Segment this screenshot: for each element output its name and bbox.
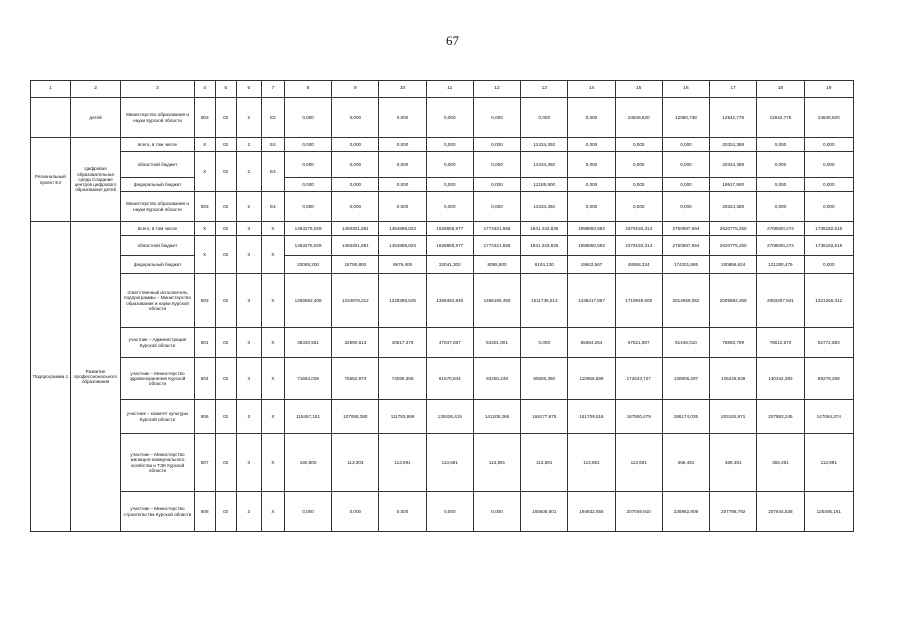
value-cell: 0,000 <box>473 178 520 192</box>
value-cell: 97521,907 <box>615 328 662 358</box>
table-row: федеральный бюджет 0,000 0,000 0,000 0,000 0,000 12185,900 0,000 0,000 0,000 19917,900 0,000 0,000 <box>31 178 854 192</box>
value-cell: 0,000 <box>426 98 473 138</box>
value-cell: 0,000 <box>804 192 853 222</box>
value-cell: 24849,820 <box>804 98 853 138</box>
column-header: 8 <box>284 81 331 98</box>
value-cell: 187500,479 <box>615 400 662 434</box>
value-cell: 0,000 <box>284 492 331 532</box>
value-cell: 18790,800 <box>332 256 379 274</box>
value-cell: 1450301,681 <box>332 236 379 256</box>
table-row: участник – комитет культуры Курской области 806 02 3 X 116467,151 107068,380 111783,869 130426,415 141205,265 168177,878 161709,516 187500,479 286174,035 203192,971 207883,245 147084,374 <box>31 400 854 434</box>
value-cell: 0,000 <box>379 98 426 138</box>
value-cell: 0,000 <box>568 178 615 192</box>
column-header: 18 <box>757 81 804 98</box>
value-cell: 113,691 <box>804 434 853 492</box>
value-cell: 0,000 <box>615 152 662 178</box>
value-cell: 0,000 <box>473 138 520 152</box>
column-header: 10 <box>379 81 426 98</box>
table-row: участник – Администрация Курской области 801 02 3 X 38330,561 32590,813 40517,378 47047,087 54401,901 0,000 55584,254 97521,907 81446,010 76893,799 78612,670 52772,583 <box>31 328 854 358</box>
value-cell: 121280,479 <box>757 256 804 274</box>
column-header: 3 <box>121 81 194 98</box>
column-header: 19 <box>804 81 853 98</box>
value-cell: 0,000 <box>426 192 473 222</box>
value-cell: 0,000 <box>332 152 379 178</box>
value-cell: 8085,800 <box>473 256 520 274</box>
value-cell: 0,000 <box>757 138 804 152</box>
value-cell: 368,491 <box>710 434 757 492</box>
value-cell: 0,000 <box>804 152 853 178</box>
value-cell: 0,000 <box>568 192 615 222</box>
value-cell: 286174,035 <box>662 400 709 434</box>
value-cell: 0,000 <box>804 138 853 152</box>
value-cell: 0,000 <box>615 192 662 222</box>
value-cell: 1486195,450 <box>473 274 520 328</box>
value-cell: 368,491 <box>757 434 804 492</box>
value-cell: 2708500,274 <box>757 236 804 256</box>
value-cell: 107068,380 <box>332 400 379 434</box>
value-cell: 116467,151 <box>284 400 331 434</box>
value-cell: 113,303 <box>332 434 379 492</box>
value-cell: 0,000 <box>662 138 709 152</box>
value-cell: 2708500,274 <box>757 222 804 236</box>
value-cell: 168177,878 <box>521 400 568 434</box>
value-cell: 1628855,977 <box>426 236 473 256</box>
value-cell: 0,000 <box>662 178 709 192</box>
value-cell: 54401,901 <box>473 328 520 358</box>
column-header: 14 <box>568 81 615 98</box>
value-cell: 40517,378 <box>379 328 426 358</box>
table-row: Министерство образования и науки Курской области 803 02 2 E4 0,000 0,000 0,000 0,000 0,000 12434,392 0,000 0,000 0,000 20324,388 0,000 0,000 <box>31 192 854 222</box>
value-cell: 0,000 <box>615 178 662 192</box>
value-cell: 1483275,029 <box>284 222 331 236</box>
value-cell: 110956,589 <box>568 358 615 400</box>
value-cell: 0,000 <box>332 492 379 532</box>
value-cell: 12942,778 <box>757 98 804 138</box>
value-cell: 32590,813 <box>332 328 379 358</box>
column-header: 13 <box>521 81 568 98</box>
value-cell: 12942,778 <box>710 98 757 138</box>
value-cell: 32041,300 <box>426 256 473 274</box>
value-cell: 113,691 <box>521 434 568 492</box>
value-cell: 1958850,592 <box>568 236 615 256</box>
value-cell: 0,000 <box>473 192 520 222</box>
value-cell: 0,000 <box>615 138 662 152</box>
value-cell: 174201,865 <box>662 256 709 274</box>
cell-name: Цифровая образовательная среда Создание центров цифрового образования детей <box>70 138 120 222</box>
value-cell: 0,000 <box>426 492 473 532</box>
value-cell: 160,800 <box>284 434 331 492</box>
value-cell: 78612,670 <box>757 328 804 358</box>
value-cell: 113,691 <box>615 434 662 492</box>
table-row: федеральный бюджет 23068,200 18790,800 6979,400 32041,300 8085,800 9104,130 19842,567 48558,324 174201,865 100866,624 121280,479 0,000 <box>31 256 854 274</box>
page-number: 67 <box>446 33 459 48</box>
value-cell: 20324,388 <box>710 152 757 178</box>
value-cell: 1369482,840 <box>426 274 473 328</box>
value-cell: 48558,324 <box>615 256 662 274</box>
value-cell: 207644,538 <box>757 492 804 532</box>
column-header: 6 <box>236 81 261 98</box>
value-cell: 130805,297 <box>662 358 709 400</box>
value-cell: 0,000 <box>379 192 426 222</box>
table-row: Подпрограмма 1 Развитие профессионального образования всего, в том числе X 02 3 X 1483275,029 1450301,681 1454889,823 1628855,977 1774321,556 1941 233,835 1958850,592 2379193,314 2750597,694 2620775,250 2708500,274 1736182,616 <box>31 222 854 236</box>
value-cell: 55584,254 <box>568 328 615 358</box>
value-cell: 0,000 <box>568 138 615 152</box>
value-cell: 0,000 <box>426 178 473 192</box>
value-cell: 1774321,556 <box>473 236 520 256</box>
value-cell: 75652,973 <box>332 358 379 400</box>
value-cell: 207883,245 <box>757 400 804 434</box>
table-row: Региональный проект Е4 Цифровая образовательная среда Создание центров цифрового образования детей всего, в том числе X 02 2 E4 0,000 0,000 0,000 0,000 0,000 12434,392 0,000 0,000 0,000 20324,388 0,000 0,000 <box>31 138 854 152</box>
table-row: участник – Министерство здравоохранения Курской области 804 02 3 X 71664,039 75652,973 74088,359 81670,944 92250,249 95500,350 110956,589 172643,727 130805,297 126246,938 130342,393 89279,268 <box>31 358 854 400</box>
value-cell: 20324,388 <box>710 192 757 222</box>
value-cell: 0,000 <box>568 98 615 138</box>
value-cell: 12185,900 <box>521 178 568 192</box>
value-cell: 113,691 <box>426 434 473 492</box>
value-cell: 0,000 <box>426 138 473 152</box>
value-cell: 0,000 <box>662 192 709 222</box>
value-cell: 0,000 <box>568 152 615 178</box>
value-cell: 0,000 <box>379 138 426 152</box>
value-cell: 113,691 <box>568 434 615 492</box>
value-cell: 74088,359 <box>379 358 426 400</box>
value-cell: 0,000 <box>757 152 804 178</box>
value-cell: 12434,392 <box>521 138 568 152</box>
value-cell: 111783,869 <box>379 400 426 434</box>
value-cell: 1628855,977 <box>426 222 473 236</box>
column-header: 12 <box>473 81 520 98</box>
table-row: областной бюджет X 02 3 X 1483275,029 1450301,681 1454889,823 1628855,977 1774321,556 1941 233,835 1958850,592 2379193,314 2750597,694 2620775,250 2708500,274 1736182,616 <box>31 236 854 256</box>
value-cell: 76893,799 <box>710 328 757 358</box>
value-cell: 0,000 <box>284 152 331 178</box>
column-header: 1 <box>31 81 71 98</box>
value-cell: 2083267,941 <box>757 274 804 328</box>
value-cell: 172643,727 <box>615 358 662 400</box>
cell-status: Региональный проект Е4 <box>31 138 71 222</box>
value-cell: 147084,374 <box>804 400 853 434</box>
value-cell: 1958850,592 <box>568 222 615 236</box>
table-row: участник – Министерство жилищно-коммунального хозяйства и ТЭК Курской области 807 02 3 X 160,800 113,303 113,691 113,691 113,691 113,691 113,691 113,691 368,491 368,491 368,491 113,691 <box>31 434 854 492</box>
value-cell: 141205,265 <box>473 400 520 434</box>
table-header-row <box>31 81 854 98</box>
value-cell: 81446,010 <box>662 328 709 358</box>
value-cell: 52772,583 <box>804 328 853 358</box>
value-cell: 0,000 <box>473 152 520 178</box>
value-cell: 1256652,408 <box>284 274 331 328</box>
budget-table <box>30 80 854 532</box>
value-cell: 9104,130 <box>521 256 568 274</box>
value-cell: 1450301,681 <box>332 222 379 236</box>
table-row: ответственный исполнитель подпрограммы – Министерство образования и науки Курской области 803 02 3 X 1256652,408 1234878,212 1228386,526 1369482,840 1486195,450 1511745,513 1436417,887 1719949,600 2014659,052 2005892,259 2083267,941 1321265,312 <box>31 274 854 328</box>
value-cell: 207049,910 <box>615 492 662 532</box>
value-cell: 92250,249 <box>473 358 520 400</box>
value-cell: 0,000 <box>473 492 520 532</box>
cell-executor: Министерство образования и науки Курской области <box>121 98 194 138</box>
value-cell: 81670,944 <box>426 358 473 400</box>
value-cell: 1941 233,835 <box>521 236 568 256</box>
value-cell: 0,000 <box>284 98 331 138</box>
value-cell: 2620775,250 <box>710 222 757 236</box>
value-cell: 2750597,694 <box>662 222 709 236</box>
value-cell: 0,000 <box>804 256 853 274</box>
column-header: 7 <box>261 81 284 98</box>
value-cell: 19917,900 <box>710 178 757 192</box>
table-row: областной бюджет X 02 2 E4 0,000 0,000 0,000 0,000 0,000 12434,392 0,000 0,000 0,000 20324,388 0,000 0,000 <box>31 152 854 178</box>
value-cell: 2379193,314 <box>615 236 662 256</box>
value-cell: 0,000 <box>757 192 804 222</box>
value-cell: 1736182,616 <box>804 236 853 256</box>
value-cell: 100866,624 <box>710 256 757 274</box>
value-cell: 89279,268 <box>804 358 853 400</box>
column-header: 16 <box>662 81 709 98</box>
value-cell: 0,000 <box>379 152 426 178</box>
value-cell: 2379193,314 <box>615 222 662 236</box>
value-cell: 0,000 <box>473 98 520 138</box>
value-cell: 203192,971 <box>710 400 757 434</box>
value-cell: 1228386,526 <box>379 274 426 328</box>
value-cell: 1941 233,835 <box>521 222 568 236</box>
value-cell: 24849,820 <box>615 98 662 138</box>
value-cell: 1774321,556 <box>473 222 520 236</box>
value-cell: 1483275,029 <box>284 236 331 256</box>
value-cell: 1454889,823 <box>379 236 426 256</box>
value-cell: 12980,738 <box>662 98 709 138</box>
value-cell: 0,000 <box>379 178 426 192</box>
column-header: 9 <box>332 81 379 98</box>
value-cell: 130342,393 <box>757 358 804 400</box>
cell-name: детей <box>70 98 120 138</box>
value-cell: 0,000 <box>284 138 331 152</box>
value-cell: 1234878,212 <box>332 274 379 328</box>
column-header: 2 <box>70 81 120 98</box>
cell-name: Развитие профессионального образования <box>70 222 120 532</box>
value-cell: 47047,087 <box>426 328 473 358</box>
value-cell: 71664,039 <box>284 358 331 400</box>
value-cell: 0,000 <box>284 178 331 192</box>
value-cell: 38330,561 <box>284 328 331 358</box>
value-cell: 0,000 <box>332 178 379 192</box>
value-cell: 1719949,600 <box>615 274 662 328</box>
value-cell: 1736182,616 <box>804 222 853 236</box>
value-cell: 2620775,250 <box>710 236 757 256</box>
value-cell: 1321265,312 <box>804 274 853 328</box>
value-cell: 113,691 <box>473 434 520 492</box>
column-header: 15 <box>615 81 662 98</box>
value-cell: 6979,400 <box>379 256 426 274</box>
value-cell: 2005892,259 <box>710 274 757 328</box>
value-cell: 194832,655 <box>568 492 615 532</box>
value-cell: 2750597,694 <box>662 236 709 256</box>
column-header: 17 <box>710 81 757 98</box>
table-row: участник – Министерство строительства Курской области 808 02 3 X 0,000 0,000 0,000 0,000 0,000 165505,601 194832,655 207049,910 236962,809 207798,792 207644,538 125405,191 <box>31 492 854 532</box>
value-cell: 368,491 <box>662 434 709 492</box>
value-cell: 0,000 <box>332 138 379 152</box>
value-cell: 126246,938 <box>710 358 757 400</box>
column-header: 5 <box>215 81 236 98</box>
value-cell: 95500,350 <box>521 358 568 400</box>
value-cell: 20324,388 <box>710 138 757 152</box>
value-cell: 2014659,052 <box>662 274 709 328</box>
value-cell: 0,000 <box>332 192 379 222</box>
value-cell: 0,000 <box>521 98 568 138</box>
value-cell: 0,000 <box>332 98 379 138</box>
value-cell: 236962,809 <box>662 492 709 532</box>
value-cell: 12434,392 <box>521 192 568 222</box>
value-cell: 23068,200 <box>284 256 331 274</box>
value-cell: 1511745,513 <box>521 274 568 328</box>
value-cell: 0,000 <box>284 192 331 222</box>
value-cell: 207798,792 <box>710 492 757 532</box>
column-header: 11 <box>426 81 473 98</box>
value-cell: 161709,516 <box>568 400 615 434</box>
table-row: детей Министерство образования и науки Курской области 803 02 2 E2 0,000 0,000 0,000 0,000 0,000 0,000 0,000 24849,820 12980,738 12942,778 12942,778 24849,820 <box>31 98 854 138</box>
value-cell: 0,000 <box>662 152 709 178</box>
value-cell: 1454889,823 <box>379 222 426 236</box>
cell-status: Подпрограмма 1 <box>31 222 71 532</box>
value-cell: 19842,567 <box>568 256 615 274</box>
value-cell: 1436417,887 <box>568 274 615 328</box>
value-cell: 0,000 <box>426 152 473 178</box>
value-cell: 165505,601 <box>521 492 568 532</box>
value-cell: 0,000 <box>521 328 568 358</box>
value-cell: 130426,415 <box>426 400 473 434</box>
value-cell: 0,000 <box>757 178 804 192</box>
value-cell: 113,691 <box>379 434 426 492</box>
value-cell: 0,000 <box>804 178 853 192</box>
value-cell: 0,000 <box>379 492 426 532</box>
value-cell: 125405,191 <box>804 492 853 532</box>
value-cell: 12434,392 <box>521 152 568 178</box>
column-header: 4 <box>194 81 215 98</box>
